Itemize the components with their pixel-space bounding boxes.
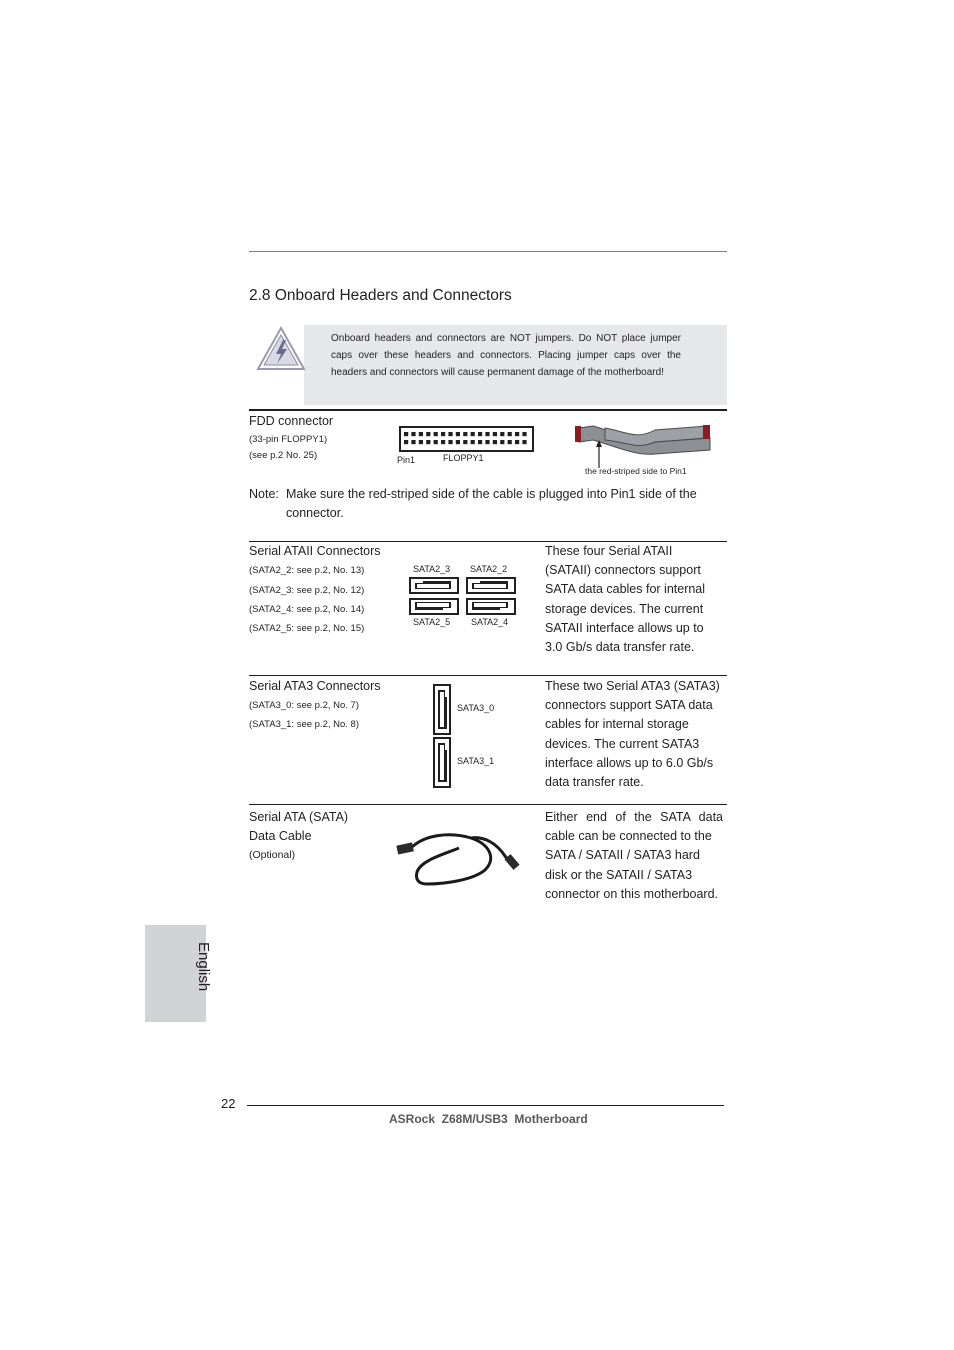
sata3-desc-line-2: connectors support SATA data <box>545 698 713 713</box>
sata3-desc-line-1: These two Serial ATA3 (SATA3) <box>545 679 720 693</box>
sata3-ref-2: (SATA3_1: see p.2, No. 8) <box>249 719 360 730</box>
sata2-ref-4: (SATA2_5: see p.2, No. 15) <box>249 623 365 634</box>
sata2-2-label: SATA2_2 <box>470 564 508 574</box>
warning-triangle-icon <box>256 326 306 372</box>
fdd-pin1-label: Pin1 <box>397 455 416 465</box>
sata2-connectors-diagram <box>409 577 519 617</box>
floppy-pin <box>448 432 452 436</box>
sata-cable-divider <box>249 804 727 805</box>
floppy-pin <box>471 440 475 444</box>
sata3-1-label: SATA3_1 <box>457 756 495 766</box>
floppy-pin <box>419 440 423 444</box>
floppy-pin <box>508 440 512 444</box>
sata2-ref-2: (SATA2_3: see p.2, No. 12) <box>249 585 365 596</box>
section-title: 2.8 Onboard Headers and Connectors <box>249 287 512 304</box>
sata3-description <box>545 677 731 792</box>
sata2-desc-line-4: storage devices. The current <box>545 601 704 616</box>
floppy-pin <box>456 432 460 436</box>
floppy-pin <box>404 432 408 436</box>
sata-cable-title-1: Serial ATA (SATA) <box>249 810 349 824</box>
floppy-pin <box>478 432 482 436</box>
sata2-title: Serial ATAII Connectors <box>249 544 381 558</box>
page-number: 22 <box>221 1096 236 1111</box>
floppy-pin <box>463 440 467 444</box>
sata-cable-desc-line-1: Either end of the SATA data <box>545 810 723 824</box>
sata2-desc-line-5: SATAII interface allows up to <box>545 620 704 635</box>
floppy-header-diagram <box>398 425 538 455</box>
floppy-pin <box>441 440 445 444</box>
floppy-pin <box>522 432 526 436</box>
floppy-pin <box>485 432 489 436</box>
floppy-pin <box>463 432 467 436</box>
sata-cable-desc-line-5: connector on this motherboard. <box>545 886 719 901</box>
sata-cable-desc-line-4: disk or the SATAII / SATA3 <box>545 867 693 882</box>
floppy-pin <box>434 440 438 444</box>
floppy-pin <box>522 440 526 444</box>
floppy-pin <box>411 440 415 444</box>
sata3-desc-line-3: cables for internal storage <box>545 717 689 732</box>
fdd-note-text: Make sure the red-striped side of the cable is plugged into Pin1 side of the connector. <box>286 487 697 521</box>
floppy-pin <box>426 432 430 436</box>
floppy-pin <box>434 432 438 436</box>
sata3-ref-1: (SATA3_0: see p.2, No. 7) <box>249 700 360 711</box>
sata2-ref-1: (SATA2_2: see p.2, No. 13) <box>249 565 365 576</box>
sata2-desc-line-2: (SATAII) connectors support <box>545 563 701 578</box>
floppy-pin <box>508 432 512 436</box>
sata3-title: Serial ATA3 Connectors <box>249 679 381 693</box>
language-side-tab-label: English <box>195 942 212 992</box>
sata2-desc-line-1: These four Serial ATAII <box>545 544 673 558</box>
fdd-header-label: FLOPPY1 <box>443 453 484 463</box>
sata2-3-label: SATA2_3 <box>413 564 451 574</box>
sata-cable-description <box>545 808 723 904</box>
sata3-desc-line-4: devices. The current SATA3 <box>545 736 700 751</box>
floppy-pin <box>448 440 452 444</box>
sata3-desc-line-5: interface allows up to 6.0 Gb/s <box>545 755 714 770</box>
floppy-pin <box>456 440 460 444</box>
floppy-cable-image <box>575 420 715 470</box>
sata-cable-desc-line-3: SATA / SATAII / SATA3 hard <box>545 848 700 863</box>
fdd-ref-page: (see p.2 No. 25) <box>249 450 318 461</box>
fdd-ref-pins: (33-pin FLOPPY1) <box>249 434 328 445</box>
floppy-pin <box>419 432 423 436</box>
floppy-pin <box>404 440 408 444</box>
floppy-pin <box>500 440 504 444</box>
floppy-pin <box>426 440 430 444</box>
floppy-pin <box>493 432 497 436</box>
sata3-connectors-diagram <box>433 684 453 790</box>
sata3-divider <box>249 675 727 676</box>
sata3-desc-line-6: data transfer rate. <box>545 775 644 790</box>
sata-cable-desc-line-2: cable can be connected to the <box>545 829 712 844</box>
footer-rule <box>247 1105 724 1106</box>
fdd-title: FDD connector <box>249 414 334 428</box>
sata-cable-optional: (Optional) <box>249 849 296 861</box>
sata2-desc-line-3: SATA data cables for internal <box>545 582 706 597</box>
sata2-desc-line-6: 3.0 Gb/s data transfer rate. <box>545 640 695 655</box>
footer-product-name: ASRock Z68M/USB3 Motherboard <box>389 1112 588 1126</box>
warning-text: Onboard headers and connectors are NOT jumpers. Do NOT place jumper caps over these headers and connectors. Placing jumper caps over the headers and connectors will cause permanent damage of the motherboard! <box>331 333 681 378</box>
warning-bottom-rule <box>249 409 727 411</box>
floppy-pin <box>441 432 445 436</box>
sata2-4-label: SATA2_4 <box>471 617 509 627</box>
floppy-pin <box>493 440 497 444</box>
floppy-pin <box>411 432 415 436</box>
top-divider <box>249 251 727 252</box>
floppy-pin <box>515 440 519 444</box>
floppy-pin <box>471 432 475 436</box>
floppy-pin <box>485 440 489 444</box>
sata2-description <box>545 542 729 657</box>
floppy-pin <box>500 432 504 436</box>
sata2-ref-3: (SATA2_4: see p.2, No. 14) <box>249 604 365 615</box>
fdd-note-prefix: Note: <box>249 487 279 501</box>
sata-cable-image <box>393 826 523 890</box>
floppy-pin <box>515 432 519 436</box>
sata2-5-label: SATA2_5 <box>413 617 451 627</box>
sata3-0-label: SATA3_0 <box>457 703 495 713</box>
floppy-pin <box>478 440 482 444</box>
fdd-cable-caption: the red-striped side to Pin1 <box>585 466 687 476</box>
sata-cable-title-2: Data Cable <box>249 829 312 843</box>
